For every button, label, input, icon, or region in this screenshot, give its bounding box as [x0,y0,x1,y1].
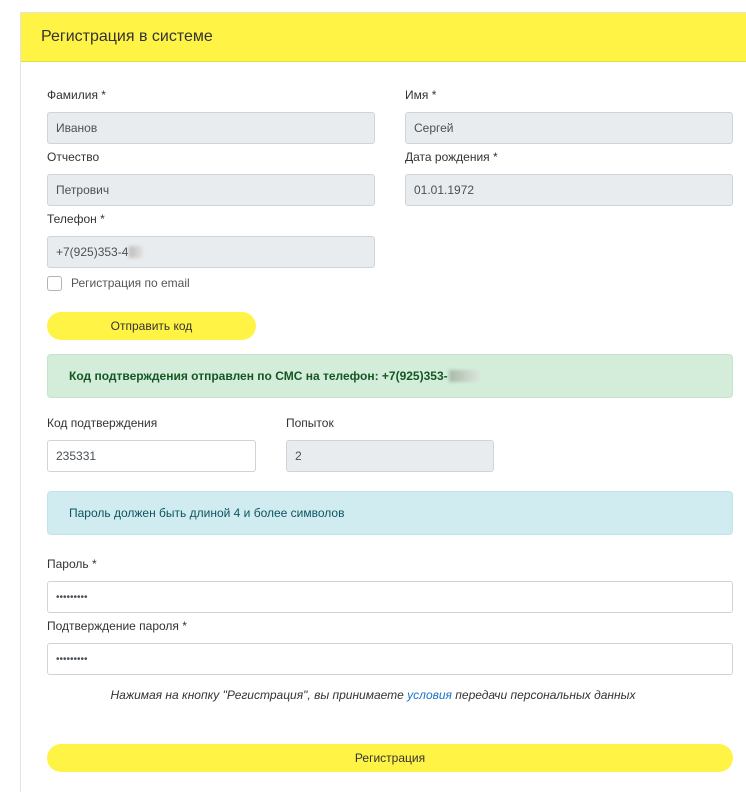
last-name-field[interactable] [47,112,375,144]
last-name-label: Фамилия * [47,88,106,102]
middle-name-label: Отчество [47,150,100,164]
attempts-field [286,440,494,472]
terms-link[interactable]: условия [407,688,452,702]
sms-sent-alert [47,354,733,398]
first-name-value: Сергей [414,121,454,135]
terms-after: передачи персональных данных [451,688,636,702]
password-hint-text: Пароль должен быть длиной 4 и более символов [69,506,345,520]
attempts-label: Попыток [286,416,334,430]
confirm-code-label: Код подтверждения [47,416,158,430]
birth-date-value: 01.01.1972 [414,183,475,197]
password-confirm-value: ••••••••• [56,653,88,665]
password-label: Пароль * [47,557,97,571]
send-code-button[interactable]: Отправить код [47,312,256,340]
sms-sent-text: Код подтверждения отправлен по СМС на телефон: +7(925)353- [69,369,448,383]
phone-label: Телефон * [47,212,105,226]
register-button[interactable]: Регистрация [47,744,733,772]
confirm-code-input[interactable] [47,440,256,472]
password-input[interactable] [47,581,733,613]
password-confirm-label: Подтверждение пароля * [47,619,187,633]
password-value: ••••••••• [56,591,88,603]
password-hint-alert [47,491,733,535]
middle-name-field[interactable] [47,174,375,206]
redacted-mask [129,246,143,258]
email-registration-label: Регистрация по email [71,276,190,290]
terms-before: Нажимая на кнопку "Регистрация", вы принимаете [110,688,408,702]
page-title: Регистрация в системе [41,28,213,45]
terms-text [0,688,746,702]
password-confirm-input[interactable] [47,643,733,675]
first-name-label: Имя * [405,88,437,102]
birth-date-label: Дата рождения * [405,150,498,164]
first-name-field[interactable] [405,112,733,144]
last-name-value: Иванов [56,121,98,135]
redacted-mask [449,370,481,382]
attempts-value: 2 [295,449,302,463]
birth-date-field[interactable] [405,174,733,206]
phone-value: +7(925)353-4 [56,245,129,259]
card-header [21,13,746,62]
confirm-code-value: 235331 [56,449,97,463]
phone-field[interactable] [47,236,375,268]
middle-name-value: Петрович [56,183,110,197]
email-registration-checkbox[interactable] [47,276,62,291]
